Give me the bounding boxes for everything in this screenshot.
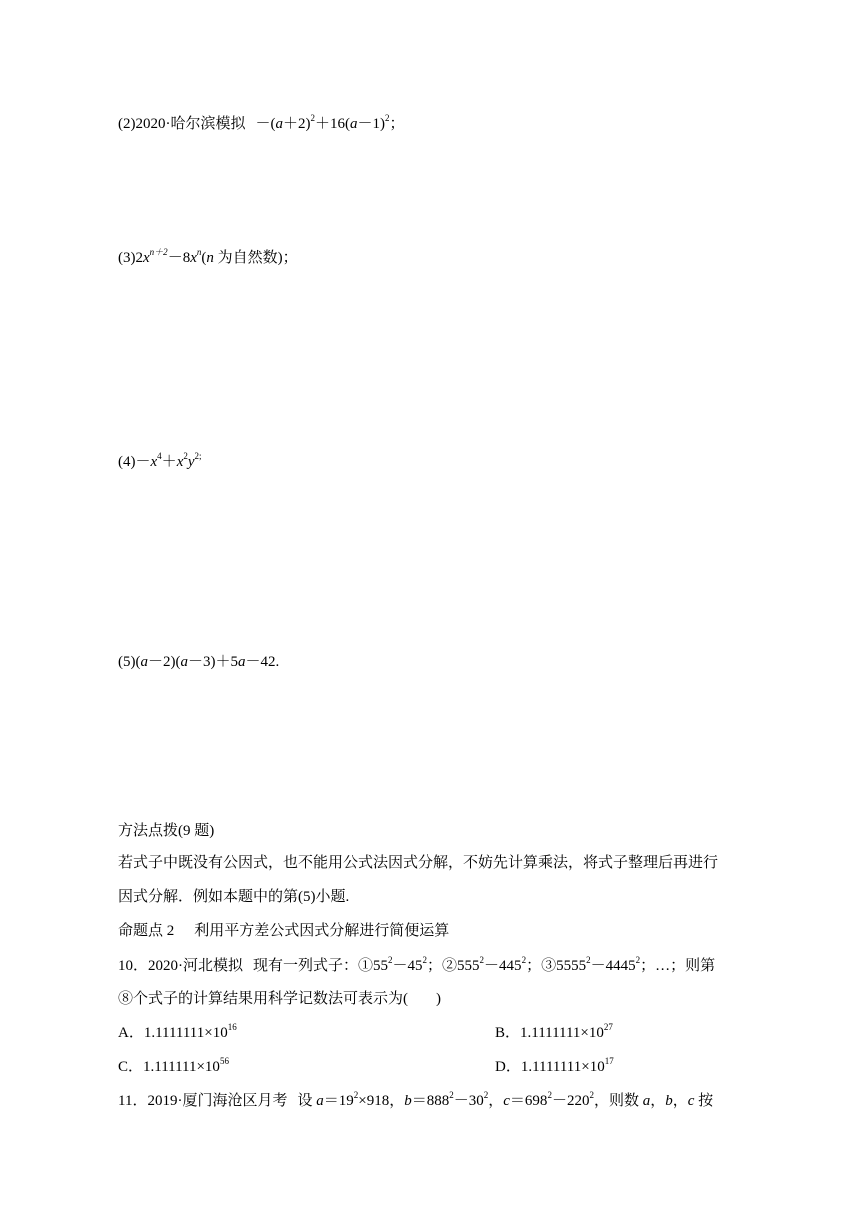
var-x: x bbox=[143, 250, 150, 266]
method-line-2: 因式分解．例如本题中的第(5)小题. bbox=[118, 889, 350, 905]
expr-part: －( bbox=[255, 116, 276, 132]
topic-heading bbox=[118, 920, 449, 942]
var-n: n bbox=[206, 250, 214, 266]
var-c: c bbox=[503, 1093, 510, 1109]
exponent: 2 bbox=[586, 955, 591, 965]
exponent: 2 bbox=[483, 1090, 489, 1100]
choice-d[interactable] bbox=[495, 1056, 614, 1078]
expr-part: ； bbox=[389, 116, 405, 132]
problem-3-label: (3)2 bbox=[118, 250, 143, 266]
var-a: a bbox=[642, 1093, 651, 1109]
choice-a-text: A．1.1111111×10 bbox=[118, 1025, 228, 1041]
var-x: x bbox=[150, 454, 158, 470]
exponent: 2; bbox=[194, 451, 202, 461]
question-10-prompt: ⑧个式子的计算结果用科学记数法可表示为( bbox=[118, 991, 408, 1007]
expr-part: ；③5555 bbox=[526, 958, 587, 974]
expr-part: －445 bbox=[484, 958, 522, 974]
choice-d-text: D．1.1111111×10 bbox=[495, 1059, 605, 1075]
problem-2-source: 2020·哈尔滨模拟 bbox=[135, 116, 246, 132]
expr-part: ＝698 bbox=[509, 1093, 548, 1109]
exponent: 2 bbox=[388, 955, 393, 965]
problem-2-label: (2) bbox=[118, 116, 136, 132]
exponent: 2 bbox=[521, 955, 527, 965]
expr-part: ＋16( bbox=[315, 116, 350, 132]
expr-part: ×918， bbox=[358, 1093, 405, 1109]
expr-part: －4445 bbox=[590, 958, 636, 974]
exponent: 2 bbox=[353, 1090, 359, 1100]
question-11-source: 11．2019·厦门海沧区月考 bbox=[118, 1093, 288, 1109]
exponent: 4 bbox=[157, 451, 162, 461]
exponent: n bbox=[196, 247, 202, 257]
expr-part: ＋ bbox=[161, 454, 177, 470]
expr-part: －1) bbox=[357, 116, 385, 132]
choice-b-text: B．1.1111111×10 bbox=[495, 1025, 604, 1041]
exponent: n＋2 bbox=[149, 247, 168, 257]
question-10-line-2 bbox=[118, 988, 441, 1010]
exponent: 2 bbox=[183, 451, 188, 461]
exponent: 2 bbox=[547, 1090, 552, 1100]
exponent: 56 bbox=[219, 1056, 229, 1066]
exponent: 2 bbox=[479, 955, 485, 965]
exponent: 16 bbox=[227, 1022, 237, 1032]
expr-part: ， bbox=[488, 1093, 504, 1109]
expr-part: ， bbox=[672, 1093, 688, 1109]
expr-part: －2)( bbox=[148, 654, 181, 670]
problem-2 bbox=[118, 113, 405, 135]
expr-part: ＝888 bbox=[411, 1093, 450, 1109]
var-y: y bbox=[187, 454, 195, 470]
var-x: x bbox=[176, 454, 184, 470]
expr-part: 现有一列式子：①55 bbox=[253, 958, 389, 974]
question-11-line-1 bbox=[118, 1090, 713, 1112]
expr-part: －42. bbox=[245, 654, 280, 670]
var-a: a bbox=[350, 116, 358, 132]
exponent: 2 bbox=[385, 113, 390, 123]
expr-part: 按 bbox=[694, 1093, 714, 1109]
problem-3 bbox=[118, 247, 298, 269]
expr-part: ＝19 bbox=[323, 1093, 354, 1109]
problem-4-label: (4)－ bbox=[118, 454, 151, 470]
method-line-1: 若式子中既没有公因式，也不能用公式法因式分解，不妨先计算乘法，将式子整理后再进行 bbox=[118, 855, 719, 871]
method-title: 方法点拨(9 题) bbox=[118, 823, 215, 839]
problem-5 bbox=[118, 651, 279, 673]
var-a: a bbox=[238, 654, 246, 670]
expr-part: －45 bbox=[392, 958, 423, 974]
expr-part: 设 bbox=[297, 1093, 317, 1109]
expr-part: ，则数 bbox=[593, 1093, 643, 1109]
expr-part: ；②555 bbox=[427, 958, 480, 974]
exponent: 2 bbox=[422, 955, 428, 965]
question-10-line-1 bbox=[118, 955, 715, 977]
expr-part: －3)＋5 bbox=[188, 654, 238, 670]
exponent: 17 bbox=[604, 1056, 614, 1066]
exponent: 2 bbox=[589, 1090, 594, 1100]
choice-a[interactable] bbox=[118, 1022, 237, 1044]
question-10-source: 10．2020·河北模拟 bbox=[118, 958, 243, 974]
var-c: c bbox=[687, 1093, 695, 1109]
topic-label: 命题点 2 bbox=[118, 923, 175, 939]
var-a: a bbox=[140, 654, 148, 670]
exponent: 2 bbox=[635, 955, 641, 965]
exponent: 2 bbox=[310, 113, 315, 123]
topic-text: 利用平方差公式因式分解进行简便运算 bbox=[194, 923, 450, 939]
choice-c-text: C．1.111111×10 bbox=[118, 1059, 220, 1075]
var-b: b bbox=[665, 1093, 673, 1109]
expr-part: －30 bbox=[453, 1093, 484, 1109]
expr-part: －8 bbox=[167, 250, 191, 266]
exponent: 27 bbox=[603, 1022, 613, 1032]
var-a: a bbox=[316, 1093, 324, 1109]
var-a: a bbox=[275, 116, 283, 132]
expr-part: ) bbox=[436, 991, 441, 1007]
problem-5-label: (5)( bbox=[118, 654, 141, 670]
var-x: x bbox=[190, 250, 197, 266]
expr-part: ；…；则第 bbox=[640, 958, 716, 974]
choice-b[interactable] bbox=[495, 1022, 613, 1044]
exponent: 2 bbox=[449, 1090, 454, 1100]
expr-part: ＋2) bbox=[283, 116, 311, 132]
problem-4 bbox=[118, 451, 202, 473]
expr-part: ， bbox=[650, 1093, 666, 1109]
expr-part: 为自然数)； bbox=[213, 250, 298, 266]
choice-c[interactable] bbox=[118, 1056, 229, 1078]
expr-part: －220 bbox=[551, 1093, 590, 1109]
expr-part: ( bbox=[201, 250, 207, 266]
var-b: b bbox=[404, 1093, 412, 1109]
var-a: a bbox=[180, 654, 188, 670]
